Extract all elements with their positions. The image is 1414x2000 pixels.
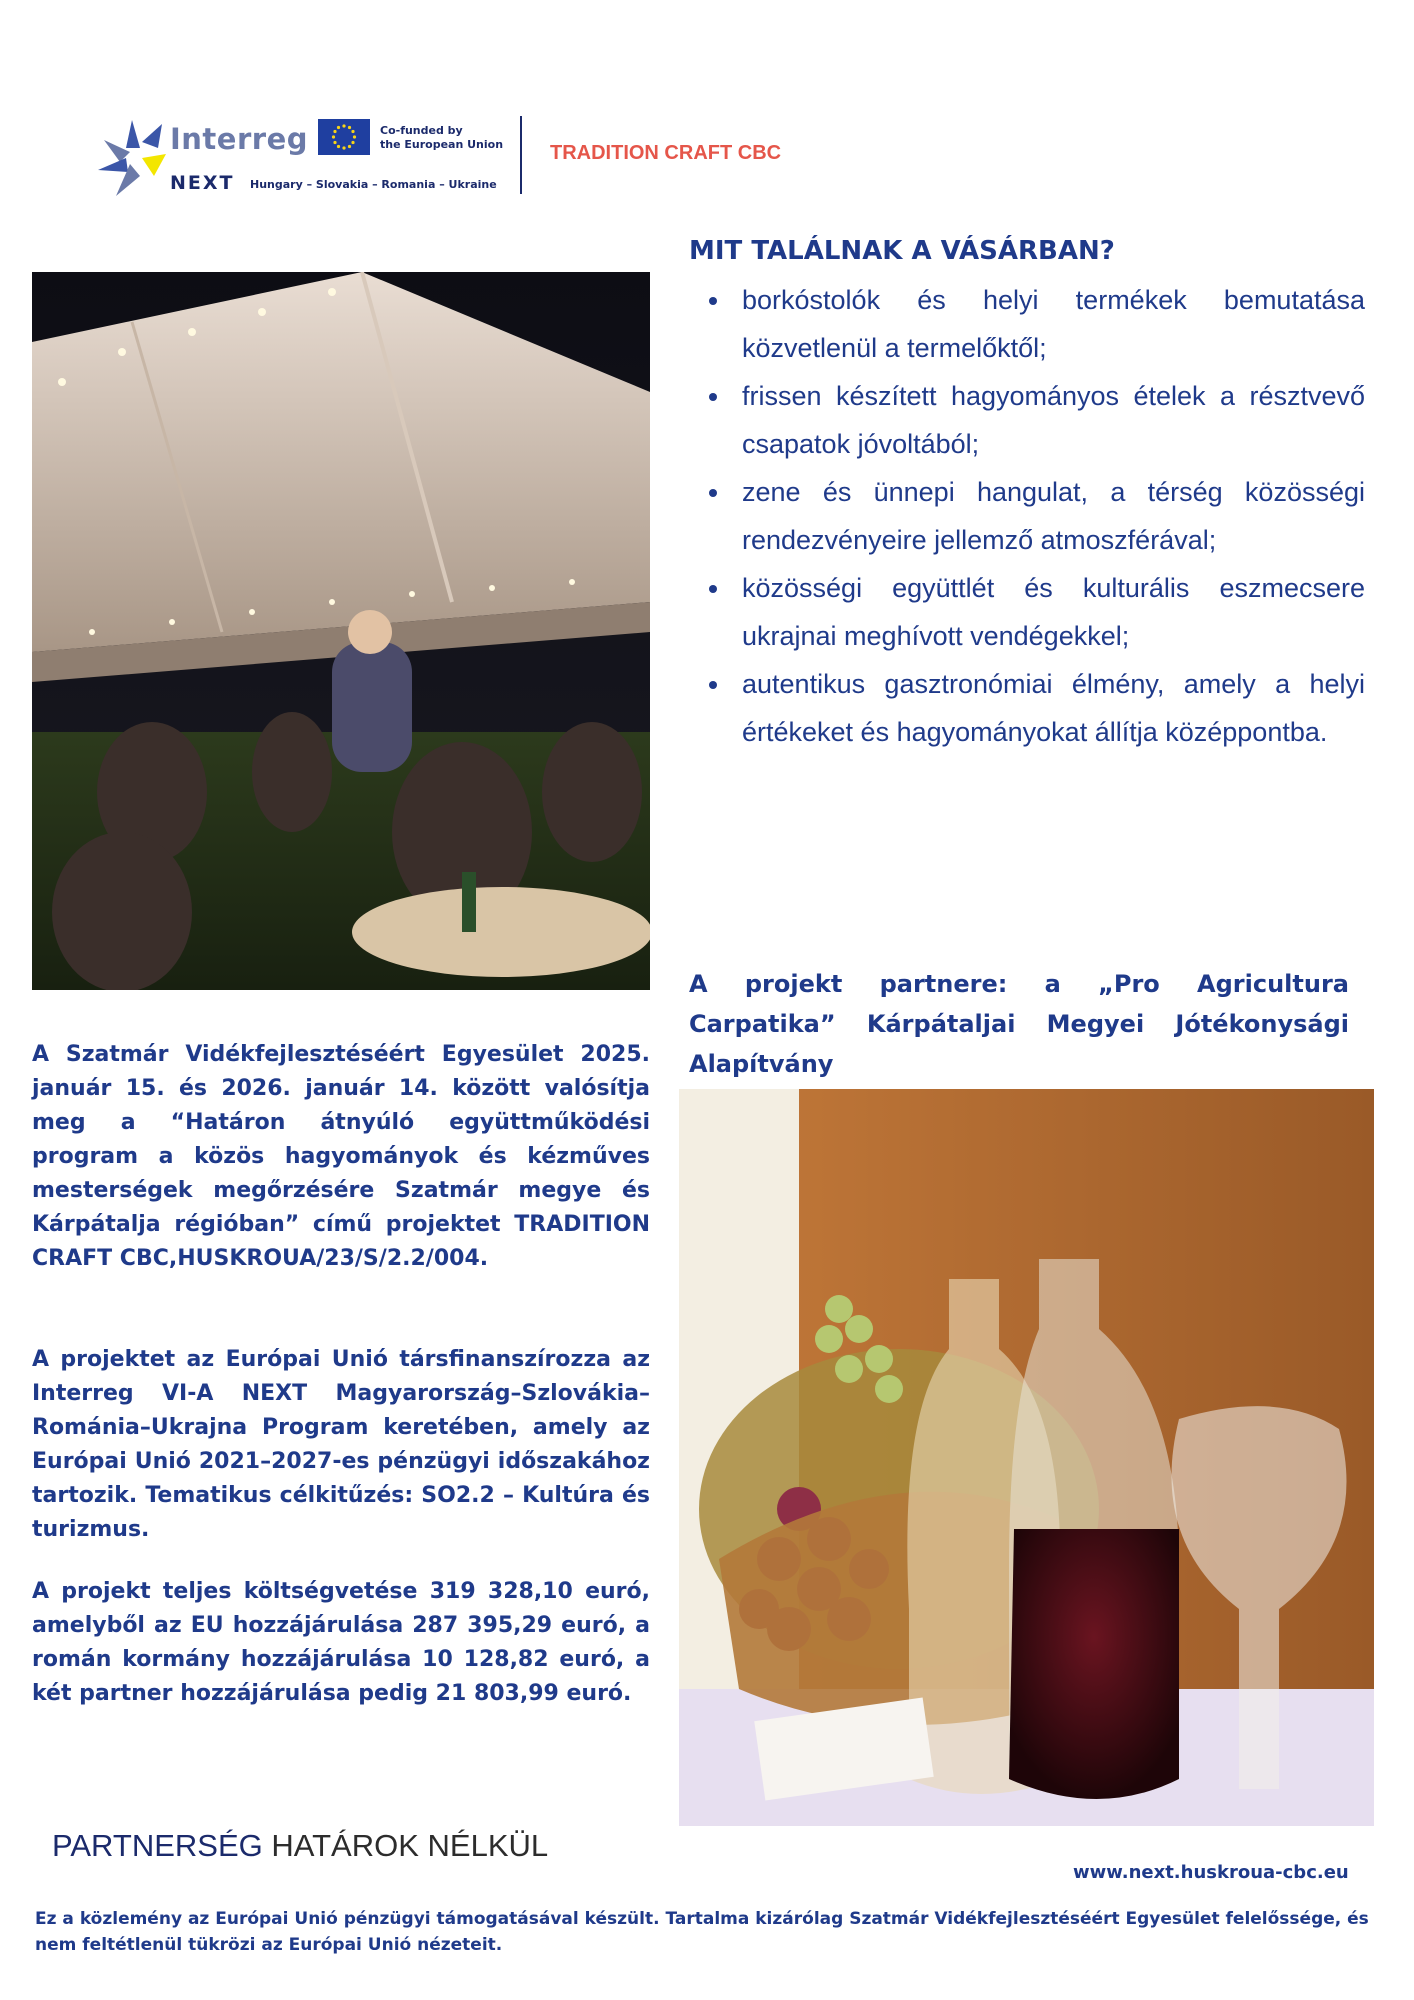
header-divider	[520, 116, 522, 194]
funding-paragraph: A projektet az Európai Unió társfinanszírozza az Interreg VI-A NEXT Magyarország–Szlovákia–Románia–Ukrajna Program keretében, amely az Európai Unió 2021–2027-es pénzügyi időszakához tartozik. Tematikus célkitűzés: SO2.2 – Kultúra és turizmus.	[32, 1347, 650, 1542]
slogan-part-1: PARTNERSÉG	[52, 1828, 263, 1863]
list-item-text: közösségi együttlét és kulturális eszmecsere ukrajnai meghívott vendégekkel;	[742, 573, 1365, 651]
cofunded-label	[380, 124, 520, 152]
cofunded-line-1: Co-funded by	[380, 124, 463, 137]
bullet-icon	[709, 585, 717, 593]
market-list	[703, 276, 1365, 756]
cofunded-line-2: the European Union	[380, 138, 504, 151]
bullet-icon	[709, 393, 717, 401]
interreg-wordmark: Interreg	[170, 122, 308, 156]
next-wordmark: NEXT	[170, 172, 235, 194]
budget-paragraph: A projekt teljes költségvetése 319 328,10 euró, amelyből az EU hozzájárulása 287 395,29 euró, a román kormány hozzájárulása 10 128,82 euró, a két partner hozzájárulása pedig 21 803,99 euró.	[32, 1579, 650, 1706]
project-intro-paragraph: A Szatmár Vidékfejlesztéséért Egyesület 2025. január 15. és 2026. január 14. között valósítja meg a “Határon átnyúló együttműködési program a közös hagyományok és kézműves mesterségek megőrzésére Szatmár megye és Kárpátalja régióban” című projektet TRADITION CRAFT CBC,HUSKROUA/23/S/2.2/004.	[32, 1042, 650, 1271]
disclaimer: Ez a közlemény az Európai Unió pénzügyi támogatásával készült. Tartalma kizárólag Szatmár Vidékfejlesztéséért Egyesület felelőssége, és nem feltétlenül tükrözi az Európai Unió nézeteit.	[35, 1909, 1369, 1955]
list-item-text: zene és ünnepi hangulat, a térség közösségi rendezvényeire jellemző atmoszférával;	[742, 477, 1365, 555]
wine-grapes-photo	[679, 1089, 1374, 1826]
project-title: TRADITION CRAFT CBC	[550, 142, 782, 164]
list-item-text: autentikus gasztronómiai élmény, amely a helyi értékeket és hagyományokat állítja középpontba.	[742, 669, 1365, 747]
slogan-part-2: HATÁROK NÉLKÜL	[271, 1828, 549, 1863]
bullet-icon	[709, 489, 717, 497]
bullet-icon	[709, 297, 717, 305]
bullet-icon	[709, 681, 717, 689]
list-item	[703, 660, 1365, 756]
list-item-text: frissen készített hagyományos ételek a résztvevő csapatok jóvoltából;	[742, 381, 1365, 459]
website-link[interactable]: www.next.huskroua-cbc.eu	[1073, 1862, 1349, 1883]
night-market-photo	[32, 272, 650, 990]
slogan	[52, 1828, 548, 1864]
market-heading: MIT TALÁLNAK A VÁSÁRBAN?	[689, 236, 1115, 266]
list-item-text: borkóstolók és helyi termékek bemutatása közvetlenül a termelőktől;	[742, 285, 1365, 363]
list-item	[703, 564, 1365, 660]
interreg-logo-icon	[96, 118, 168, 198]
program-countries: Hungary – Slovakia – Romania – Ukraine	[250, 178, 497, 191]
eu-flag-icon	[318, 119, 370, 155]
partner-text: A projekt partnere: a „Pro Agricultura Carpatika” Kárpátaljai Megyei Jótékonysági Alapítvány	[689, 970, 1349, 1078]
list-item	[703, 276, 1365, 372]
list-item	[703, 468, 1365, 564]
list-item	[703, 372, 1365, 468]
